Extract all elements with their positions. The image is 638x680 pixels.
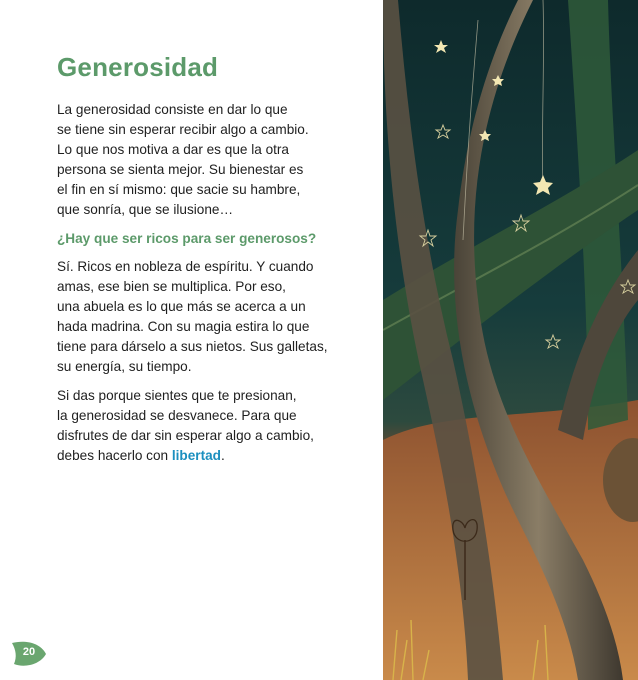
text-line: debes hacerlo con: [57, 448, 172, 463]
page-number: 20: [22, 646, 36, 658]
text-line: el fin en sí mismo: que sacie su hambre,: [57, 182, 301, 197]
text-line: amas, ese bien se multiplica. Por eso,: [57, 279, 286, 294]
text-line: una abuela es lo que más se acerca a un: [57, 299, 306, 314]
text-line: persona se sienta mejor. Su bienestar es: [57, 162, 304, 177]
section-subtitle: ¿Hay que ser ricos para ser generosos?: [57, 231, 317, 246]
text-line: hada madrina. Con su magia estira lo que: [57, 319, 310, 334]
text-line-end: .: [220, 448, 225, 463]
forest-illustration: [383, 0, 638, 680]
text-line: se tiene sin esperar recibir algo a cambio.: [57, 122, 309, 137]
page-number-badge: [10, 640, 48, 668]
text-line: tiene para dárselo a sus nietos. Sus galletas,: [57, 339, 328, 354]
text-line: La generosidad consiste en dar lo que: [57, 102, 288, 117]
text-line: Si das porque sientes que te presionan,: [57, 388, 297, 403]
text-line: Lo que nos motiva a dar es que la otra: [57, 142, 289, 157]
text-column: [57, 50, 357, 466]
page-title: Generosidad: [57, 52, 219, 82]
paragraph-freedom: [57, 386, 357, 466]
text-line: que sonría, que se ilusione…: [57, 202, 234, 217]
text-line: la generosidad se desvanece. Para que: [57, 408, 297, 423]
text-line: Sí. Ricos en nobleza de espíritu. Y cuando: [57, 259, 314, 274]
text-line: disfrutes de dar sin esperar algo a cambio,: [57, 428, 314, 443]
highlight-word: libertad: [171, 448, 221, 463]
paragraph-answer: [57, 257, 357, 377]
paragraph-intro: [57, 100, 357, 220]
text-line: su energía, su tiempo.: [57, 359, 192, 374]
